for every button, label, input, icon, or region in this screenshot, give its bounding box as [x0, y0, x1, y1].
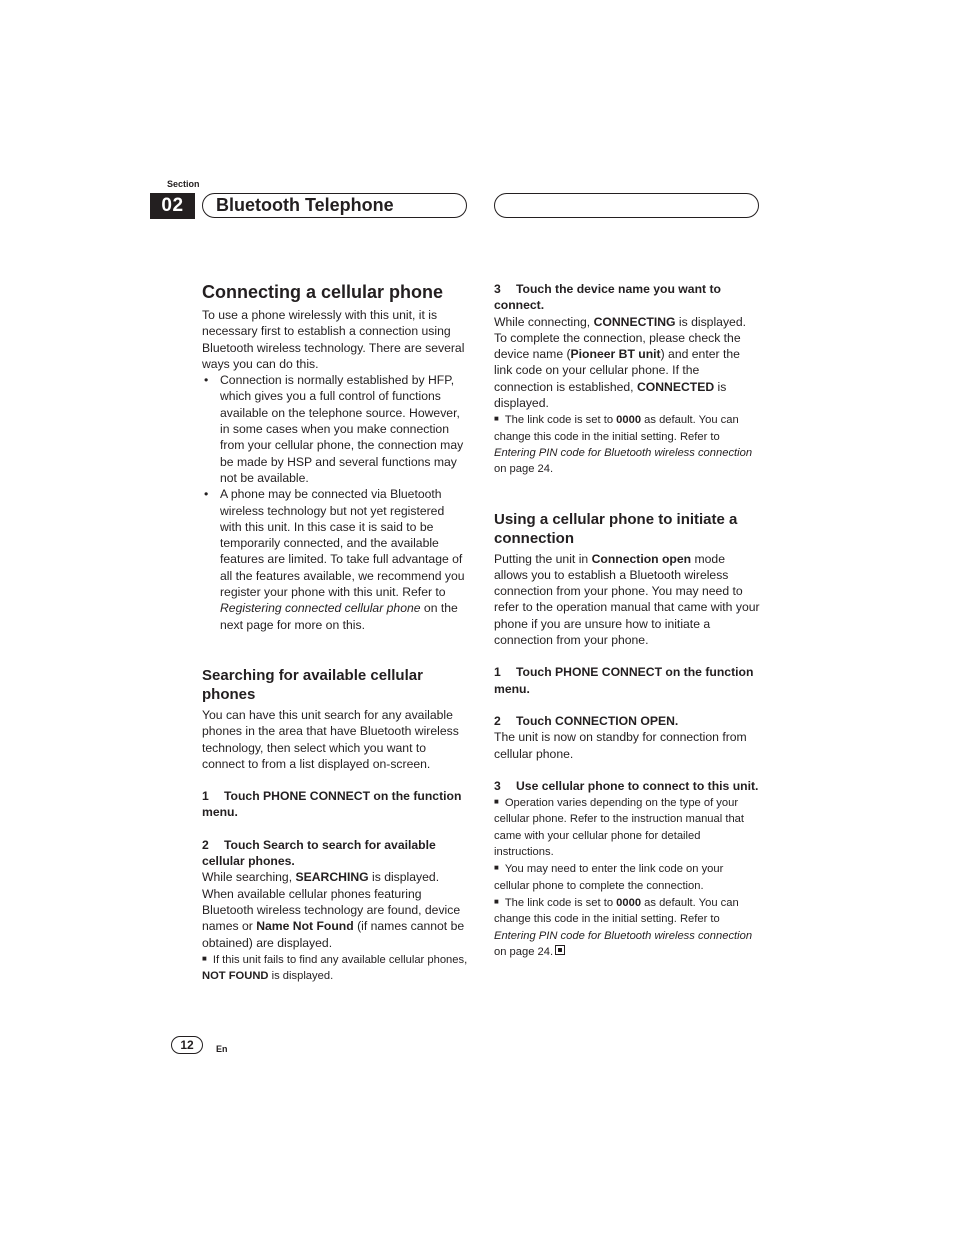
language-code: En: [216, 1044, 228, 1054]
display-term: Connection open: [591, 551, 692, 566]
display-term: SEARCHING: [295, 870, 369, 885]
display-term: CONNECTING: [593, 314, 676, 329]
step-number: 2: [494, 713, 501, 728]
note: [494, 894, 760, 960]
heading-connecting: Connecting a cellular phone: [202, 282, 444, 302]
cross-reference: Registering connected cellular phone: [220, 601, 421, 616]
heading-initiate: Using a cellular phone to initiate a connection: [494, 510, 738, 547]
section-number: 02: [150, 193, 195, 219]
left-column: [202, 281, 468, 984]
section-title-text: Bluetooth Telephone: [216, 195, 394, 215]
note: [202, 951, 468, 985]
bullet-text: A phone may be connected via Bluetooth wireless technology but not yet registered with this unit. In this case it is said to be temporarily connected, and the available features are limited. To take full advantage of all the features available, we recommend you register your phone with this unit. Refer to: [220, 487, 465, 600]
text-run: (if names cannot be obtained) are displayed.: [202, 919, 465, 950]
bullet-text: Connection is normally established by HFP, which gives you a full control of functions available on the telephone source. However, in some cases when you make connection from your cellular phone, the connection may be made by HSP and several functions may not be available.: [220, 373, 464, 485]
step-1: [202, 788, 468, 821]
display-term: Name Not Found: [256, 919, 354, 934]
text-run: is displayed. When available cellular phones featuring Bluetooth wireless technology are found, device names or: [202, 870, 461, 934]
step-3: [494, 778, 760, 794]
bullet-text: on the next page for more on this.: [220, 601, 458, 632]
note: [494, 794, 760, 860]
step-3: [494, 281, 760, 314]
text-run: is displayed. To complete the connection, please check the device name (: [494, 314, 746, 362]
text-run: While connecting,: [494, 314, 594, 329]
bullet-item: [202, 486, 468, 633]
step-2-body: The unit is now on standby for connection from cellular phone.: [494, 730, 747, 761]
step-2-body: [202, 869, 468, 950]
display-term: CONNECTED: [636, 379, 715, 394]
text-run: Operation varies depending on the type of your cellular phone. Refer to the instruction manual that came with your cellular phone for detailed instructions.: [494, 797, 744, 859]
display-term: Pioneer BT unit: [570, 347, 661, 362]
text-run: as default. You can change this code in the initial setting. Refer to: [494, 896, 739, 926]
step-3-body: [494, 314, 760, 412]
step-number: 3: [494, 282, 501, 296]
display-term: 0000: [616, 896, 642, 909]
text-run: as default. You can change this code in the initial setting. Refer to: [494, 414, 739, 443]
note: [494, 860, 760, 894]
text-run: The link code is set to: [504, 896, 617, 909]
text-run: on page 24.: [494, 463, 554, 476]
step-1: [494, 664, 760, 697]
right-column: [494, 281, 760, 960]
heading-searching: Searching for available cellular phones: [202, 666, 423, 703]
section-title-blank: [494, 193, 759, 218]
text-run: mode allows you to establish a Bluetooth wireless connection from your phone. You may need to refer to the operation manual that came with your phone if you are unsure how to initiate a connection from your phone.: [494, 551, 760, 648]
end-of-section-icon: [555, 945, 565, 955]
step-number: 2: [202, 837, 209, 852]
intro-paragraph: To use a phone wirelessly with this unit, it is necessary first to establish a connection using Bluetooth wireless technology. There are several ways you can do this.: [202, 308, 465, 371]
step-text: Touch PHONE CONNECT on the function menu.: [494, 665, 754, 696]
step-text: Touch the device name you want to connect.: [494, 282, 721, 313]
step-text: Touch CONNECTION OPEN.: [516, 713, 679, 728]
note: [494, 411, 760, 477]
bullet-list: [202, 372, 468, 633]
cross-reference: Entering PIN code for Bluetooth wireless connection: [494, 929, 753, 942]
cross-reference: Entering PIN code for Bluetooth wireless connection: [494, 446, 753, 459]
step-number: 1: [494, 665, 501, 680]
note-square-icon: ■: [494, 797, 499, 807]
note-square-icon: ■: [494, 414, 499, 424]
section-title: [202, 193, 467, 218]
display-term: NOT FOUND: [202, 970, 269, 983]
text-run: is displayed.: [494, 379, 727, 411]
text-run: You may need to enter the link code on your cellular phone to complete the connection.: [494, 863, 724, 892]
bullet-item: [202, 372, 468, 486]
text-run: ) and enter the link code on your cellular phone. If the connection is established,: [494, 347, 740, 394]
text-run: If this unit fails to find any available cellular phones,: [212, 953, 468, 966]
note-square-icon: ■: [202, 953, 207, 963]
text-run: While searching,: [202, 870, 296, 885]
text-run: on page 24.: [494, 945, 554, 958]
step-2: [494, 713, 760, 729]
text-run: Putting the unit in: [494, 551, 592, 566]
section-label: Section: [167, 179, 200, 189]
page-number: 12: [171, 1036, 203, 1054]
initiate-intro: [494, 551, 760, 649]
step-number: 1: [202, 789, 209, 804]
step-number: 3: [494, 778, 501, 793]
step-text: Touch Search to search for available cellular phones.: [202, 837, 436, 869]
display-term: 0000: [616, 414, 642, 427]
search-intro: You can have this unit search for any available phones in the area that have Bluetooth wireless technology, then select which you want to connect to from a list displayed on-screen.: [202, 707, 459, 771]
text-run: The link code is set to: [504, 414, 617, 427]
step-text: Touch PHONE CONNECT on the function menu.: [202, 789, 462, 820]
note-square-icon: ■: [494, 863, 499, 873]
text-run: is displayed.: [268, 970, 334, 983]
step-text: Use cellular phone to connect to this unit.: [516, 778, 759, 793]
note-square-icon: ■: [494, 896, 499, 906]
step-2: [202, 837, 468, 870]
